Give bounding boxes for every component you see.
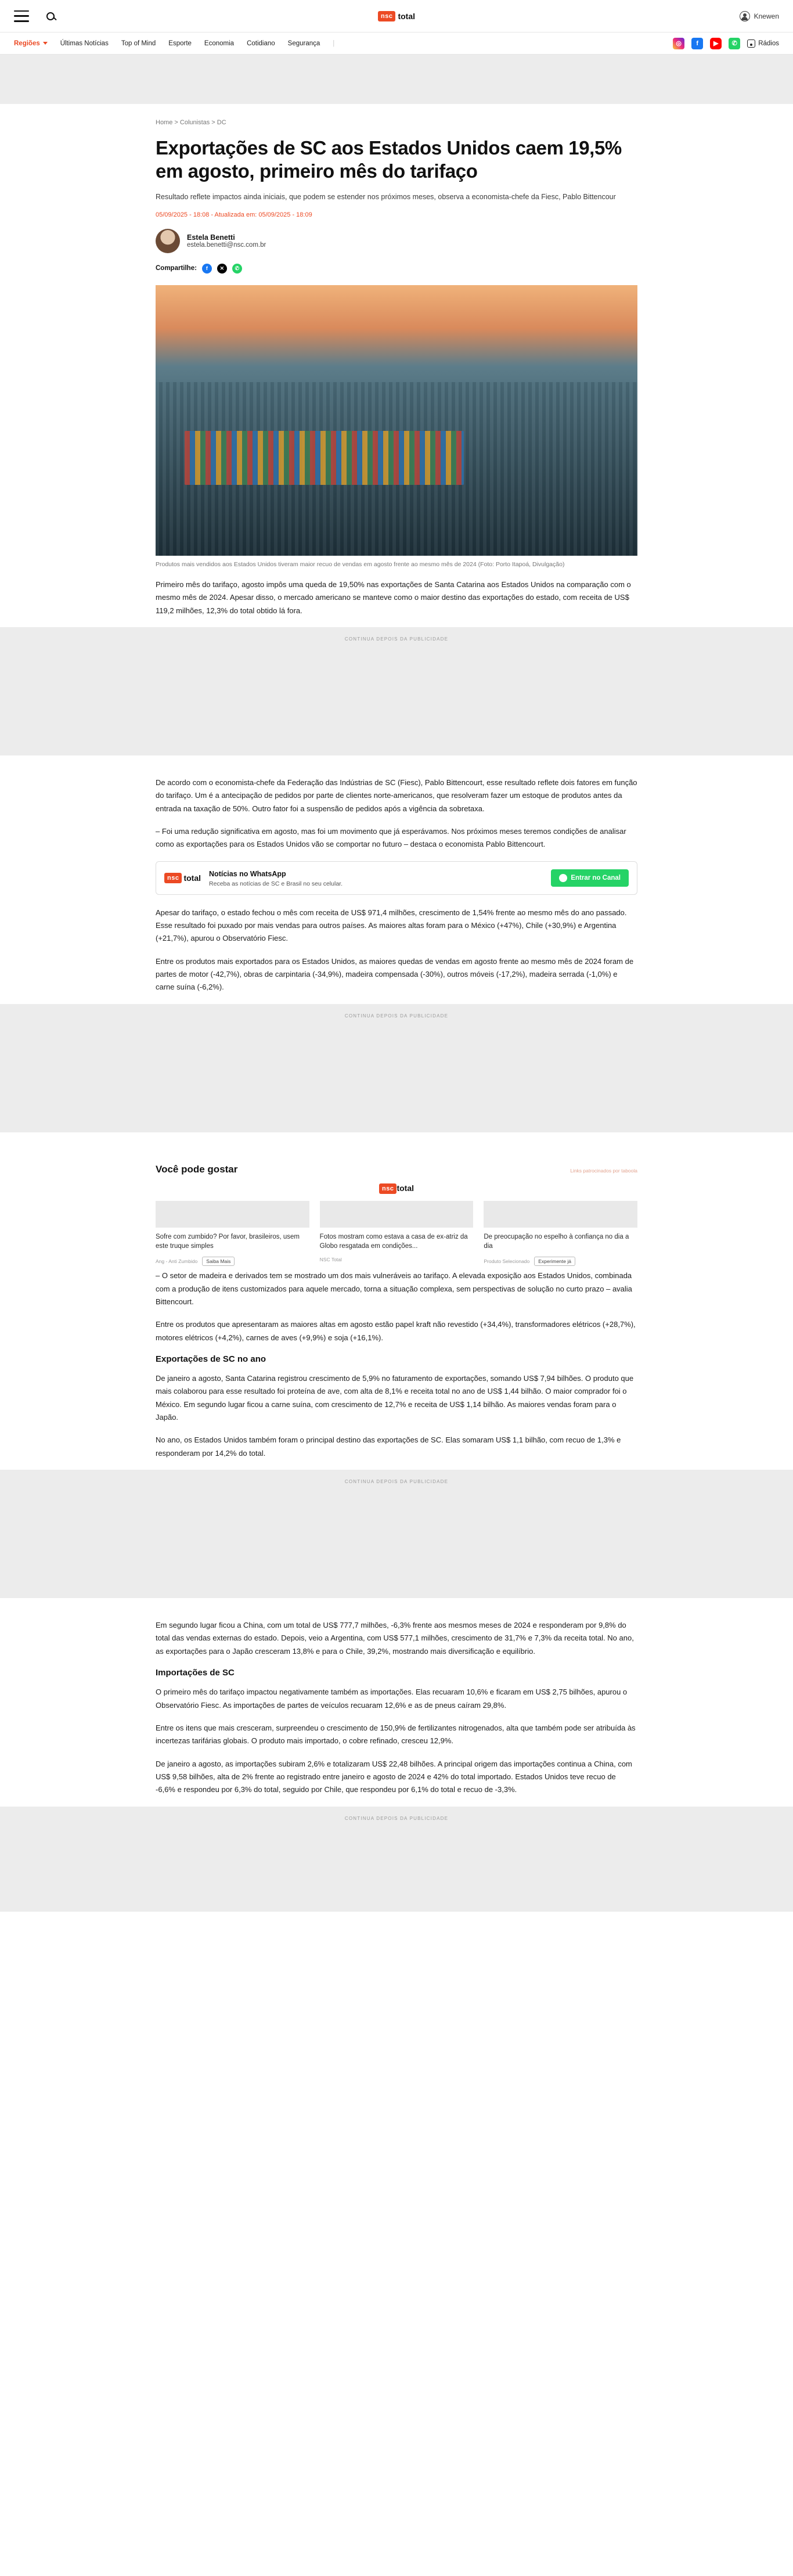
facebook-icon[interactable]: f <box>202 264 212 274</box>
ad-slot-2 <box>0 1004 793 1132</box>
sponsored-note: Links patrocinados por taboola <box>570 1167 637 1174</box>
cta-title: Notícias no WhatsApp <box>209 869 286 878</box>
ad-slot-4 <box>0 1807 793 1912</box>
recommendations-title: Você pode gostar <box>156 1163 238 1175</box>
article-paragraph: Em segundo lugar ficou a China, com um total de US$ 777,7 milhões, -6,3% frente aos mesmos meses de 2024 e responderam por 9,8% do total das vendas externas do estado. Depois, veio a Argentina, com US$ 577,1 milhões, crescimento de 31,7% e 7,3% da receita total. No ano, as exportações para o Japão cresceram 13,8% e para o Chile, 39,2%, mostrando mais diversificação e equilíbrio. <box>156 1621 634 1656</box>
top-banner-space <box>0 55 793 104</box>
thumbnail <box>320 1201 474 1228</box>
article-paragraph: Entre os produtos mais exportados para os Estados Unidos, as maiores quedas de vendas em agosto frente ao mesmo mês de 2024 foram de partes de motor (-42,7%), obras de carpintaria (-34,9%), madeira compensada (-30%), outros móveis (-17,2%), madeira serrada (-1,0%) e carne suína (-6,2%). <box>156 956 634 992</box>
whatsapp-icon[interactable]: ✆ <box>729 38 740 49</box>
article-paragraph: De acordo com o economista-chefe da Federação das Indústrias de SC (Fiesc), Pablo Bittencourt, esse resultado reflete dois fatores em função do tarifaço. Um é a antecipação de pedidos por parte de clientes norte-americanos, que resolveram fazer um estoque de produtos antes da entrada na taxação de 50%. Outro fator foi a suspensão de pedidos após a vigência da sobretaxa. <box>156 778 637 813</box>
recommendation-source: Produto Selecionado <box>484 1258 530 1265</box>
article-paragraph: Primeiro mês do tarifaço, agosto impôs uma queda de 19,50% nas exportações de Santa Catarina aos Estados Unidos na comparação com o mesmo mês de 2024. Apesar disso, o mercado americano se manteve como o maior destino das exportações do estado, com receita de US$ 119,2 milhões, 12,3% do total obtido lá fora. <box>156 580 631 615</box>
share-bar <box>156 264 637 274</box>
nav-item-seguranca[interactable]: Segurança <box>287 39 320 47</box>
share-label: Compartilhe: <box>156 265 197 272</box>
nav-item-regioes[interactable] <box>14 40 48 47</box>
page-title: Exportações de SC aos Estados Unidos caem 19,5% em agosto, primeiro mês do tarifaço <box>156 137 622 182</box>
logo-word: total <box>398 11 416 21</box>
recommendation-source: Ang - Anti Zumbido <box>156 1258 198 1265</box>
logo-badge: nsc <box>164 873 182 883</box>
breadcrumb[interactable]: Home > Colunistas > DC <box>156 119 226 126</box>
recommendation-text: Fotos mostram como estava a casa de ex-atriz da Globo resgatada em condições... <box>319 1233 468 1250</box>
whatsapp-icon <box>559 874 567 882</box>
site-logo[interactable] <box>378 11 415 21</box>
nsc-logo <box>164 873 201 883</box>
ad-slot-3 <box>0 1470 793 1598</box>
list-item[interactable] <box>484 1201 637 1266</box>
logo-word: total <box>396 1183 414 1193</box>
article-paragraph: Entre os produtos que apresentaram as maiores altas em agosto estão papel kraft não revestido (+34,4%), transformadores elétricos (+28,7%), motores elétricos (+4,2%), carnes de aves (+9,9%) e soja (+16,1%). <box>156 1320 636 1342</box>
author-block <box>156 229 637 253</box>
avatar-icon <box>740 11 750 21</box>
logo-badge: nsc <box>378 11 395 21</box>
instagram-icon[interactable]: ◎ <box>673 38 684 49</box>
facebook-icon[interactable]: f <box>691 38 703 49</box>
nav-item-cotidiano[interactable]: Cotidiano <box>247 39 275 47</box>
nav-item-economia[interactable]: Economia <box>204 39 235 47</box>
nav-item-ultimas-noticias[interactable]: Últimas Notícias <box>60 39 109 47</box>
radio-icon <box>747 39 755 48</box>
nav-item-top-of-mind[interactable]: Top of Mind <box>121 39 156 47</box>
join-channel-button[interactable] <box>551 869 629 887</box>
ad-label: CONTINUA DEPOIS DA PUBLICIDADE <box>344 636 449 642</box>
ad-label: CONTINUA DEPOIS DA PUBLICIDADE <box>344 1013 449 1019</box>
logo-word: total <box>183 873 201 883</box>
article-paragraph: No ano, os Estados Unidos também foram o principal destino das exportações de SC. Elas somaram US$ 1,1 bilhão, com recuo de 1,3% e responderam por 14,2% do total. <box>156 1435 621 1458</box>
radios-label: Rádios <box>758 39 779 47</box>
radios-link[interactable] <box>747 39 779 48</box>
list-item[interactable] <box>320 1201 474 1266</box>
section-heading-imports: Importações de SC <box>156 1668 235 1678</box>
recommendations-block <box>156 1153 637 1269</box>
ad-label: CONTINUA DEPOIS DA PUBLICIDADE <box>344 1479 449 1485</box>
article-container <box>156 104 637 617</box>
avatar <box>156 229 180 253</box>
nav-divider: | <box>333 39 335 47</box>
article-paragraph: Entre os itens que mais cresceram, surpreendeu o crescimento de 150,9% de fertilizantes nitrogenados, alta que também pode ser atribuída às incertezas tarifárias globais. O produto mais importado, o cobre refinado, cresceu 12,9%. <box>156 1723 636 1746</box>
article-paragraph: De janeiro a agosto, as importações subiram 2,6% e totalizaram US$ 22,48 bilhões. A principal origem das importações continua a China, com US$ 9,58 bilhões, alta de 2% frente ao registrado entre janeiro e agosto de 2024 e 42% do total importado. Estados Unidos teve recuo de -6,6% e respondeu por 6,3% do total, seguido por Chile, que respondeu por 6,1% do total e recuo de -3,3%. <box>156 1759 632 1794</box>
whatsapp-icon[interactable]: ✆ <box>232 264 242 274</box>
article-paragraph: Apesar do tarifaço, o estado fechou o mês com receita de US$ 971,4 milhões, crescimento de 1,54% frente ao mesmo mês do ano passado. Esse resultado foi puxado por mais vendas para outros países. As maiores altas foram para o México (+47%), Chile (+30,9%) e Argentina (+21,7%), apurou o Observatório Fiesc. <box>156 908 627 943</box>
author-name: Estela Benetti <box>187 233 235 242</box>
article-timestamp: 05/09/2025 - 18:08 - Atualizada em: 05/09/2025 - 18:09 <box>156 211 312 218</box>
search-icon[interactable] <box>44 10 57 23</box>
recommendation-cta[interactable]: Saiba Mais <box>202 1257 235 1266</box>
recommendation-text: De preocupação no espelho à confiança no dia a dia <box>484 1233 629 1250</box>
top-bar <box>0 0 793 33</box>
join-channel-label: Entrar no Canal <box>571 874 621 882</box>
cta-subtitle: Receba as notícias de SC e Brasil no seu celular. <box>209 880 343 887</box>
thumbnail <box>156 1201 309 1228</box>
youtube-icon[interactable]: ▶ <box>710 38 722 49</box>
user-name: Knewen <box>754 12 779 20</box>
nav-label: Regiões <box>14 39 40 47</box>
hero-image <box>156 285 637 556</box>
article-paragraph: De janeiro a agosto, Santa Catarina registrou crescimento de 5,9% no faturamento de exportações, somando US$ 7,94 bilhões. O produto que mais colaborou para esse resultado foi proteína de ave, com alta de 8,1% e receita total no ano de US$ 1,44 bilhão. O maior comprador foi o México. Em segundo lugar ficou a carne suína, com crescimento de 12,7% e receita de US$ 1,14 bilhão. As maiores vendas foram para o Japão. <box>156 1373 634 1422</box>
article-paragraph: O primeiro mês do tarifaço impactou negativamente também as importações. Elas recuaram 10,6% e ficaram em US$ 2,75 bilhões, apurou o Observatório Fiesc. As importações de partes de veículos recuaram 12,6% e as de pneus caíram 29,8%. <box>156 1688 628 1710</box>
x-icon[interactable]: ✕ <box>217 264 227 274</box>
logo-badge: nsc <box>379 1183 396 1194</box>
article-paragraph: – Foi uma redução significativa em agosto, mas foi um movimento que já esperávamos. Nos próximos meses teremos condições de analisar como as exportações para os Estados Unidos vão se comportar no futuro – destaca o economista Pablo Bittencourt. <box>156 826 626 849</box>
user-account[interactable] <box>740 11 779 21</box>
chevron-down-icon <box>43 42 48 45</box>
recommendation-cta[interactable]: Experimente já <box>534 1257 575 1266</box>
nav-item-esporte[interactable]: Esporte <box>168 39 192 47</box>
author-email[interactable]: estela.benetti@nsc.com.br <box>187 241 266 249</box>
ad-label: CONTINUA DEPOIS DA PUBLICIDADE <box>344 1815 449 1821</box>
article-subtitle: Resultado reflete impactos ainda iniciais, que podem se estender nos próximos meses, observa a economista-chefe da Fiesc, Pablo Bittencour <box>156 193 616 202</box>
main-navigation <box>0 33 793 55</box>
ad-slot-1 <box>0 627 793 755</box>
recommendation-text: Sofre com zumbido? Por favor, brasileiros, usem este truque simples <box>156 1233 300 1250</box>
whatsapp-cta[interactable] <box>156 861 637 895</box>
list-item[interactable] <box>156 1201 309 1266</box>
hamburger-icon[interactable] <box>14 10 29 22</box>
article-paragraph: – O setor de madeira e derivados tem se mostrado um dos mais vulneráveis ao tarifaço. A elevada exposição aos Estados Unidos, combinada com a produção de itens customizados para aquele mercado, torna a situação complexa, sem perspectivas de solução no curto prazo – avalia Bittencourt. <box>156 1271 632 1306</box>
recommendation-source: NSC Total <box>319 1257 342 1263</box>
section-heading-exports: Exportações de SC no ano <box>156 1354 266 1364</box>
thumbnail <box>484 1201 637 1228</box>
hero-caption: Produtos mais vendidos aos Estados Unidos tiveram maior recuo de vendas em agosto frente ao mesmo mês de 2024 (Foto: Porto Itapoá, Divulgação) <box>156 560 565 568</box>
